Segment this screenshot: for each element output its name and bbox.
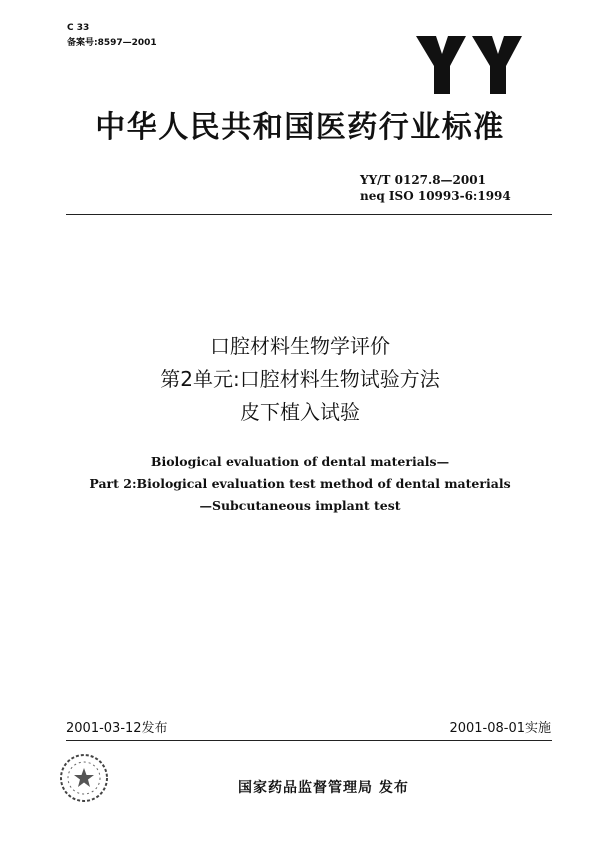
header-title: 中华人民共和国医药行业标准 bbox=[95, 110, 505, 145]
classification-code: C 33 bbox=[67, 23, 90, 33]
title-cn-line-1: 口腔材料生物学评价 bbox=[210, 334, 390, 358]
title-cn-line-3: 皮下植入试验 bbox=[240, 400, 360, 424]
title-en-line-1: Biological evaluation of dental materials— bbox=[150, 454, 450, 469]
title-en-line-3: —Subcutaneous implant test bbox=[199, 498, 401, 513]
title-en-line-2: Part 2:Biological evaluation test method of dental materials bbox=[89, 476, 511, 491]
official-seal-icon bbox=[58, 752, 110, 804]
title-cn-line-2: 第2单元:口腔材料生物试验方法 bbox=[160, 367, 440, 391]
header-divider bbox=[66, 214, 552, 215]
yy-logo bbox=[414, 34, 524, 96]
standard-numbers bbox=[360, 172, 511, 204]
issuing-authority: 国家药品监督管理局 发布 bbox=[238, 780, 409, 796]
implementation-date: 2001-08-01实施 bbox=[449, 721, 551, 736]
footer-divider bbox=[66, 740, 552, 741]
issue-date: 2001-03-12发布 bbox=[66, 721, 168, 736]
record-number: 备案号:8597—2001 bbox=[67, 38, 157, 48]
standard-equivalence: neq ISO 10993-6:1994 bbox=[360, 189, 511, 203]
standard-number: YY/T 0127.8—2001 bbox=[360, 173, 486, 187]
